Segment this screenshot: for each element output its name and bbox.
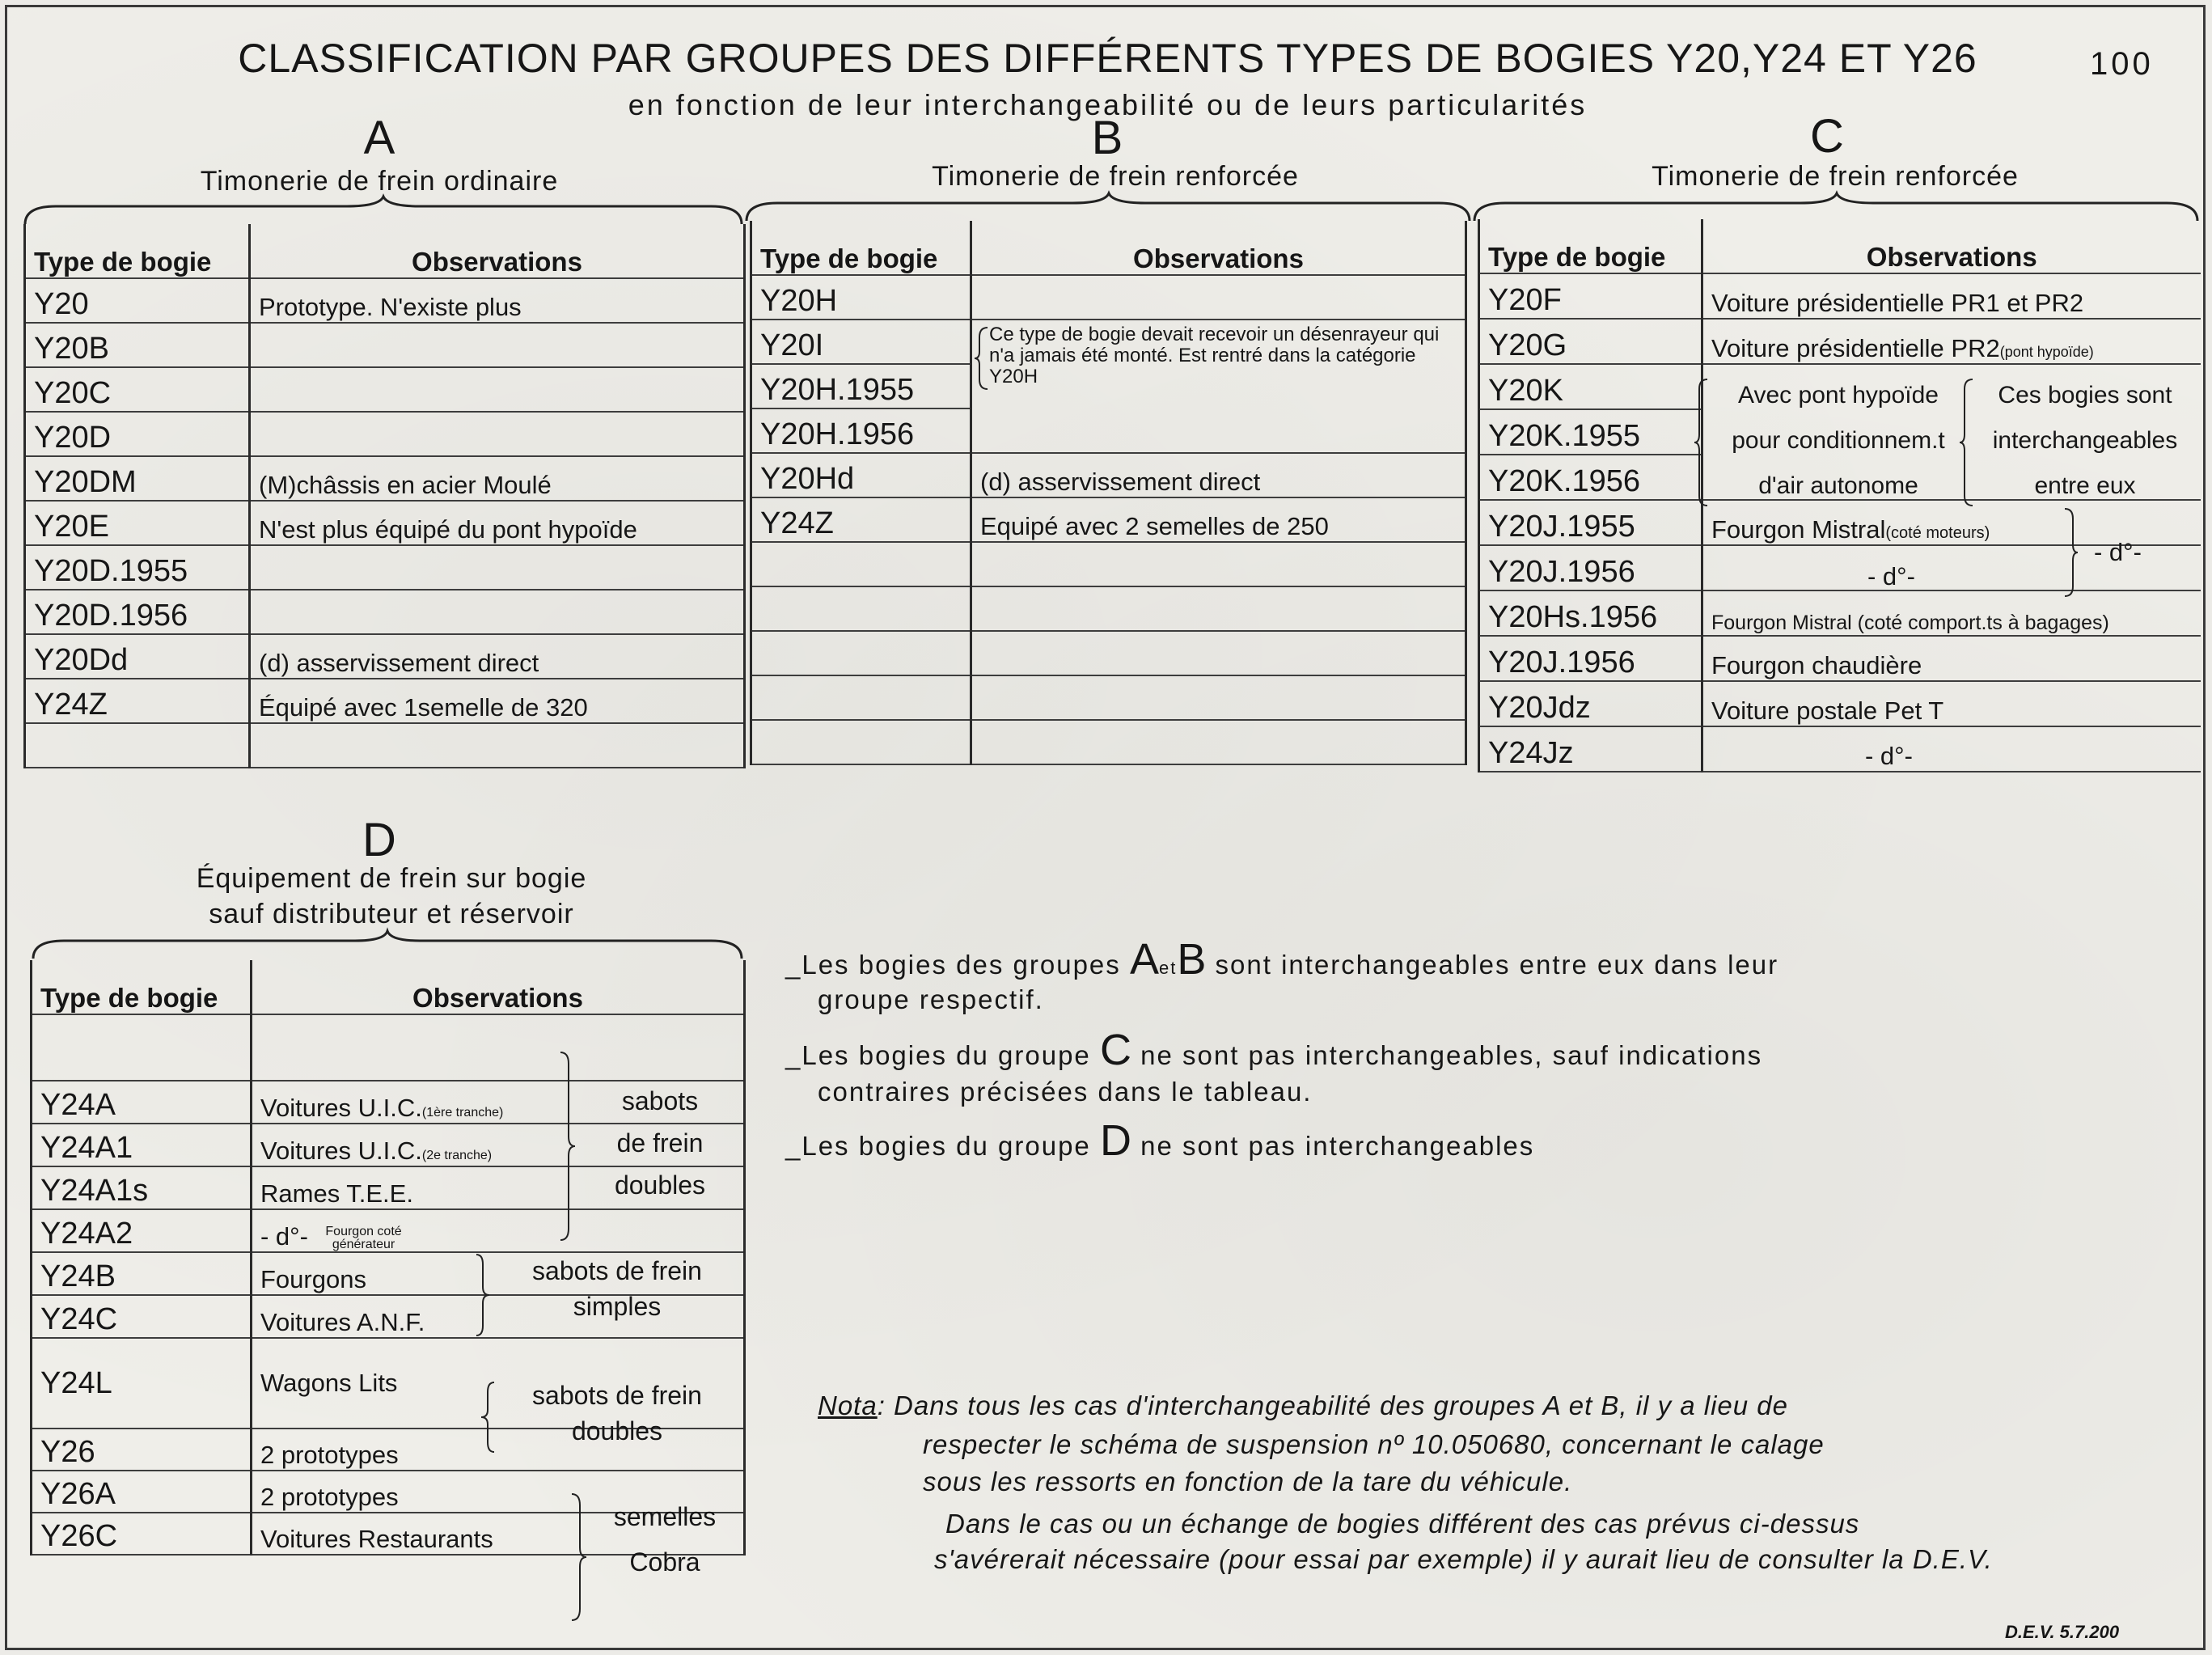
type-header: Type de bogie (1479, 219, 1702, 273)
group-b-brace (745, 192, 1473, 224)
obs-cell (1702, 319, 2201, 364)
obs-header: Observations (971, 221, 1466, 275)
table-d-header (32, 960, 745, 1014)
type-cell: Y24A (32, 1081, 252, 1124)
type-cell: Y20I (751, 320, 971, 364)
rule-1-line-1 (785, 934, 1778, 984)
type-cell: Y20J.1955 (1479, 500, 1702, 545)
table-row (25, 412, 745, 456)
rule-2-line-2: contraires précisées dans le tableau. (818, 1077, 1313, 1107)
group-a-name: Timonerie de frein ordinaire (200, 166, 559, 197)
table-row (25, 634, 745, 679)
group-d-brace (32, 929, 743, 962)
type-cell: Y20B (25, 323, 250, 367)
obs-cell: (d) asservissement direct (250, 634, 745, 679)
table-row (751, 542, 1466, 586)
rule-3-letter-d: D (1099, 1116, 1131, 1165)
type-cell: Y26A (32, 1471, 252, 1513)
type-cell: Y20J.1956 (1479, 636, 1702, 681)
table-row (25, 545, 745, 590)
rule-1-et: et (1158, 958, 1178, 978)
type-cell: Y20D (25, 412, 250, 456)
obs-cell (250, 367, 745, 412)
rule-2-line-1 (785, 1025, 1762, 1075)
type-cell: Y20D.1955 (25, 545, 250, 590)
k-text-b: pour conditionnem.t (1732, 427, 1945, 454)
d-simple-2: simples (573, 1292, 662, 1321)
document-signature: D.E.V. 5.7.200 (2005, 1622, 2120, 1642)
obs-cell (252, 1014, 745, 1081)
d-lits-1: sabots de frein (532, 1381, 702, 1410)
obs-text: Fourgon Mistral (1711, 515, 1886, 544)
obs-text: Voitures U.I.C. (260, 1094, 422, 1122)
group-c-letter: C (1810, 110, 1844, 163)
k-text-d: Ces bogies sont (1998, 382, 2172, 408)
type-cell: Y24B (32, 1252, 252, 1295)
type-cell: Y20C (25, 367, 250, 412)
j-ditto: - d°- (1867, 562, 1915, 590)
table-row (751, 586, 1466, 631)
d-sabots-simples (496, 1253, 738, 1324)
obs-cell: Wagons Lits (252, 1338, 745, 1429)
table-row (1479, 726, 2201, 772)
table-row (25, 278, 745, 323)
type-cell: Y20DM (25, 456, 250, 501)
table-group-b (750, 221, 1467, 765)
table-row (25, 456, 745, 501)
rule-3-text-a: _Les bogies du groupe (785, 1131, 1091, 1161)
d-sabots-doubles (583, 1080, 737, 1206)
type-cell: Y20H.1955 (751, 364, 971, 408)
rule-1-line-2: groupe respectif. (818, 984, 1044, 1014)
page-subtitle: en fonction de leur interchangeabilité ou de leurs particularités (628, 88, 1588, 121)
table-row (1479, 319, 2201, 364)
table-row (1479, 590, 2201, 636)
type-cell: Y20F (1479, 273, 1702, 319)
nota-label: Nota (818, 1390, 878, 1420)
obs-extra: (pont hypoïde) (1999, 344, 2094, 360)
d-lits-2: doubles (571, 1416, 663, 1445)
table-row (1479, 545, 2201, 590)
type-cell: Y26C (32, 1513, 252, 1555)
obs-cell: Voitures Restaurants (252, 1513, 745, 1555)
type-cell: Y20 (25, 278, 250, 323)
obs-header: Observations (1702, 219, 2201, 273)
d-brace-1 (557, 1051, 577, 1242)
type-cell: Y20K.1956 (1479, 455, 1702, 500)
type-cell: Y20K (1479, 364, 1702, 409)
type-cell: Y24Z (751, 497, 971, 542)
obs-cell (971, 275, 1466, 320)
table-b-header (751, 221, 1466, 275)
d-sabots-1: sabots (621, 1086, 699, 1115)
obs-extra: Fourgon coté générateur (325, 1224, 402, 1251)
type-cell: Y26 (32, 1429, 252, 1471)
obs-cell (250, 323, 745, 367)
nota-line-4: Dans le cas ou un échange de bogies différent des cas prévus ci-dessus (945, 1509, 1860, 1539)
nota-line-3: sous les ressorts en fonction de la tare du véhicule. (923, 1467, 1573, 1496)
k-text-e: interchangeables (1992, 427, 2178, 454)
obs-cell: Voitures A.N.F. (252, 1295, 745, 1338)
table-row (25, 367, 745, 412)
document-sheet (5, 5, 2206, 1650)
group-b-y20i-note: Ce type de bogie devait recevoir un désenrayeur qui n'a jamais été monté. Est rentré dans la catégorie Y20H (989, 324, 1440, 387)
type-cell: Y20H.1956 (751, 408, 971, 453)
table-row (751, 275, 1466, 320)
nota-text-1: : Dans tous les cas d'interchangeabilité des groupes A et B, il y a lieu de (877, 1390, 1789, 1420)
table-row (25, 501, 745, 545)
table-c-header (1479, 219, 2201, 273)
group-b-name: Timonerie de frein renforcée (932, 161, 1299, 192)
table-row (751, 497, 1466, 542)
obs-extra: (1ère tranche) (421, 1106, 504, 1120)
table-row (751, 453, 1466, 497)
obs-cell: Équipé avec 1semelle de 320 (250, 679, 745, 723)
d-brace-2 (473, 1253, 491, 1337)
group-a-brace (23, 195, 743, 227)
obs-cell: Fourgons (252, 1252, 745, 1295)
group-a-letter: A (363, 112, 395, 164)
type-cell: Y24A2 (32, 1209, 252, 1252)
table-a-header (25, 224, 745, 278)
obs-cell: - d°- (1702, 726, 2201, 772)
type-cell: Y24A1 (32, 1124, 252, 1166)
d-sabots-3: doubles (614, 1170, 706, 1200)
obs-cell (250, 723, 745, 768)
rule-2-text-a: _Les bogies du groupe (785, 1040, 1091, 1070)
k-brace-left (1693, 378, 1711, 507)
table-row (1479, 681, 2201, 726)
type-cell: Y20D.1956 (25, 590, 250, 634)
table-row (1479, 636, 2201, 681)
type-cell (25, 723, 250, 768)
rule-1-letter-a: A (1129, 935, 1159, 984)
d-lits (496, 1378, 738, 1449)
k-group-right (1971, 373, 2199, 509)
obs-header: Observations (252, 960, 745, 1014)
rule-1-text-e: sont interchangeables entre eux dans leur (1215, 950, 1779, 980)
rule-3-line-1 (785, 1115, 1534, 1166)
type-cell: Y20Hs.1956 (1479, 590, 1702, 636)
obs-cell (971, 408, 1466, 453)
table-row (25, 323, 745, 367)
obs-cell (252, 1209, 745, 1252)
k-text-f: entre eux (2034, 472, 2136, 499)
type-cell: Y20Jdz (1479, 681, 1702, 726)
rule-3-text-c: ne sont pas interchangeables (1140, 1131, 1535, 1161)
obs-cell: (M)châssis en acier Moulé (250, 456, 745, 501)
type-cell: Y20E (25, 501, 250, 545)
obs-cell: Voiture présidentielle PR1 et PR2 (1702, 273, 2201, 319)
nota-line-1 (818, 1390, 1788, 1421)
k-group-left (1709, 373, 1968, 509)
obs-cell: (d) asservissement direct (971, 453, 1466, 497)
k-text-a: Avec pont hypoïde (1738, 382, 1939, 408)
obs-text: Voitures U.I.C. (260, 1136, 422, 1165)
obs-cell (250, 545, 745, 590)
obs-cell: Fourgon Mistral (coté comport.ts à bagages) (1702, 590, 2201, 636)
obs-extra: (coté moteurs) (1885, 524, 1990, 542)
table-row (751, 675, 1466, 720)
type-cell (32, 1014, 252, 1081)
rule-1-text-a: _Les bogies des groupes (785, 950, 1121, 980)
table-row (751, 720, 1466, 764)
type-cell: Y20K.1955 (1479, 409, 1702, 455)
type-cell: Y20H (751, 275, 971, 320)
obs-cell: 2 prototypes (252, 1471, 745, 1513)
rule-2-text-c: ne sont pas interchangeables, sauf indications (1140, 1040, 1763, 1070)
obs-cell: Equipé avec 2 semelles de 250 (971, 497, 1466, 542)
page-title: CLASSIFICATION PAR GROUPES DES DIFFÉRENTS TYPES DE BOGIES Y20,Y24 ET Y26 (238, 36, 1977, 81)
rule-2-letter-c: C (1099, 1026, 1131, 1074)
type-cell: Y20Hd (751, 453, 971, 497)
nota-line-5: s'avérerait nécessaire (pour essai par exemple) il y aurait lieu de consulter la D.E.V. (934, 1544, 1993, 1574)
obs-cell: Voiture postale Pet T (1702, 681, 2201, 726)
obs-cell (250, 412, 745, 456)
obs-header: Observations (250, 224, 745, 278)
d-sabots-2: de frein (616, 1128, 704, 1158)
type-cell: Y24L (32, 1338, 252, 1429)
type-cell: Y20G (1479, 319, 1702, 364)
d-cobra-1: semelles (613, 1502, 717, 1531)
table-row (751, 408, 1466, 453)
obs-cell: Prototype. N'existe plus (250, 278, 745, 323)
obs-cell: N'est plus équipé du pont hypoïde (250, 501, 745, 545)
j-ditto-right: - d°- (2094, 538, 2142, 566)
rule-1-letter-b: B (1177, 935, 1207, 984)
d-simple-1: sabots de frein (532, 1256, 702, 1285)
type-cell: Y24C (32, 1295, 252, 1338)
k-text-c: d'air autonome (1758, 472, 1918, 499)
group-d-name-1: Équipement de frein sur bogie (196, 863, 587, 894)
table-row (751, 631, 1466, 675)
d-cobra (588, 1494, 742, 1585)
type-cell: Y24Jz (1479, 726, 1702, 772)
obs-text: Voiture présidentielle PR2 (1711, 334, 2000, 362)
k-brace-mid (1958, 378, 1976, 507)
table-group-a (23, 224, 746, 768)
obs-text: - d°- (260, 1222, 308, 1251)
type-header: Type de bogie (32, 960, 252, 1014)
table-row (25, 723, 745, 768)
type-cell: Y24A1s (32, 1166, 252, 1209)
obs-cell: Rames T.E.E. (252, 1166, 745, 1209)
group-d-letter: D (362, 814, 396, 866)
group-c-name: Timonerie de frein renforcée (1652, 161, 2019, 192)
type-cell: Y24Z (25, 679, 250, 723)
type-header: Type de bogie (25, 224, 250, 278)
d-brace-4 (569, 1492, 588, 1622)
note-brace (975, 326, 991, 391)
page-number: 100 (2090, 46, 2154, 82)
obs-cell: 2 prototypes (252, 1429, 745, 1471)
j-brace (2062, 507, 2079, 598)
obs-cell: Fourgon chaudière (1702, 636, 2201, 681)
table-row (32, 1014, 745, 1081)
table-row (32, 1209, 745, 1252)
table-row (25, 590, 745, 634)
d-cobra-2: Cobra (629, 1547, 700, 1577)
nota-line-2: respecter le schéma de suspension nº 10.050680, concernant le calage (923, 1429, 1825, 1459)
group-d-name-2: sauf distributeur et réservoir (209, 899, 574, 929)
table-row (25, 679, 745, 723)
group-b-letter: B (1091, 112, 1123, 164)
obs-cell (250, 590, 745, 634)
type-header: Type de bogie (751, 221, 971, 275)
type-cell: Y20J.1956 (1479, 545, 1702, 590)
table-row (1479, 273, 2201, 319)
d-brace-3 (480, 1381, 497, 1454)
type-cell: Y20Dd (25, 634, 250, 679)
obs-extra: (2e tranche) (421, 1149, 493, 1162)
